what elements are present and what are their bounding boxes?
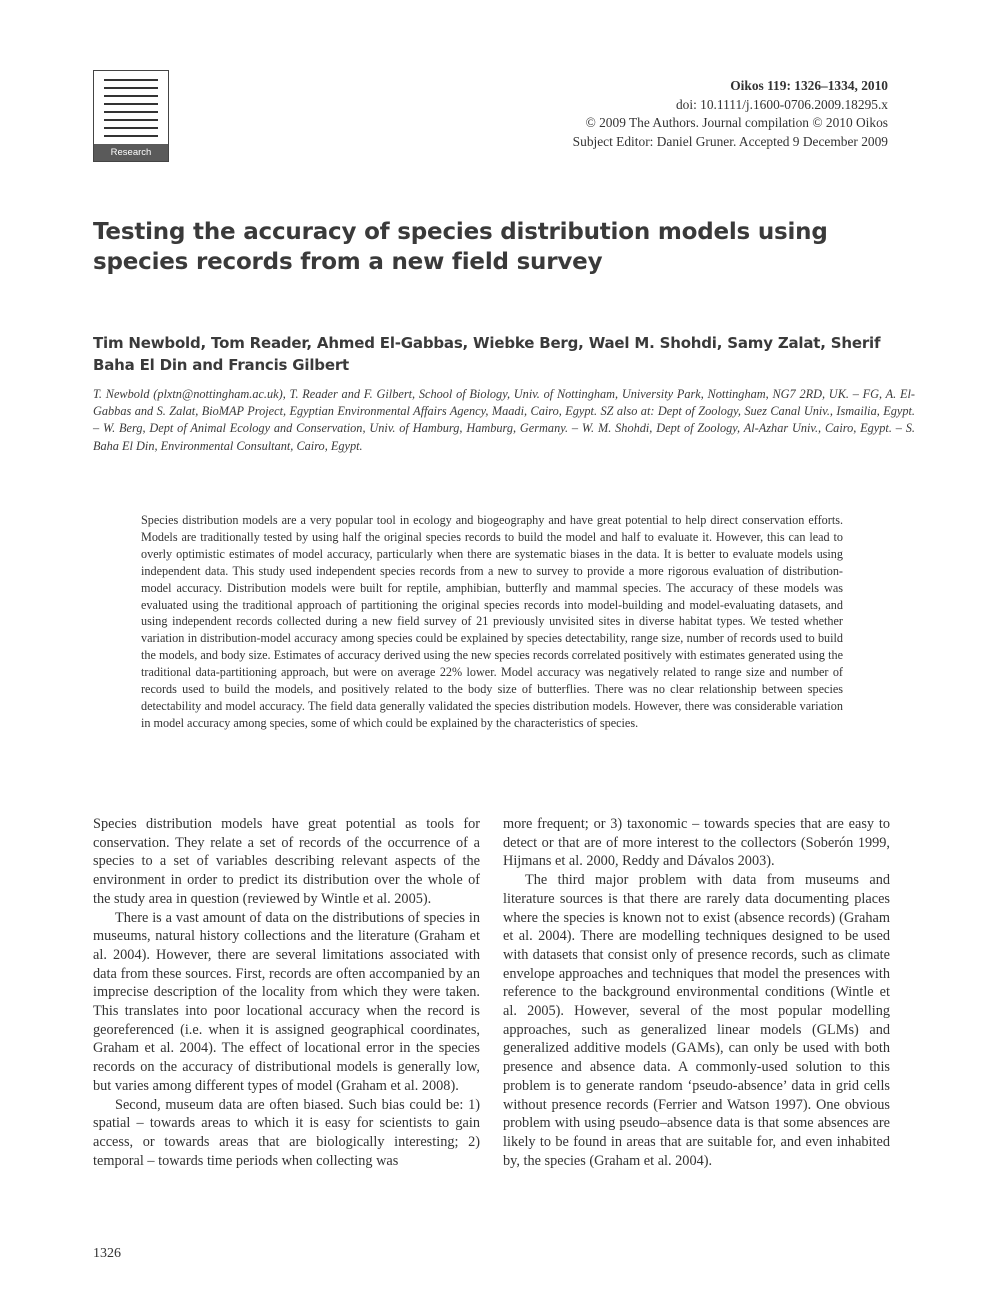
body-paragraph: There is a vast amount of data on the distributions of species in museums, natural history collections and the literature (Graham et al. 2004). However, there are several limitations associated with data from these sources. First, records are often accompanied by an imprecise description of the locality from which they were taken. This translates into poor locational accuracy when the record is georeferenced (i.e. when it is assigned geographical coordinates, Graham et al. 2004). The effect of locational error in the species records on the accuracy of distributional models is generally low, but varies among different types of model (Graham et al. 2008). bbox=[93, 909, 480, 1094]
author-affiliations: T. Newbold (plxtn@nottingham.ac.uk), T. Reader and F. Gilbert, School of Biology, Univ. of Nottingham, University Park, Nottingham, NG7 2RD, UK. – FG, A. El-Gabbas and S. Zalat, BioMAP Project, Egyptian Environmental Affairs Agency, Maadi, Cairo, Egypt. SZ also at: Dept of Zoology, Suez Canal Univ., Ismailia, Egypt. – W. Berg, Dept of Animal Ecology and Conservation, Univ. of Hamburg, Hamburg, Germany. – W. M. Shohdi, Dept of Zoology, Al-Azhar Univ., Cairo, Egypt. – S. Baha El Din, Environmental Consultant, Cairo, Egypt. bbox=[93, 387, 915, 453]
body-paragraph: more frequent; or 3) taxonomic – towards species that are easy to detect or that are of more interest to the collectors (Soberón 1999, Hijmans et al. 2000, Reddy and Dávalos 2003). bbox=[503, 816, 890, 870]
journal-copyright: © 2009 The Authors. Journal compilation © 2010 Oikos bbox=[585, 115, 888, 130]
page-number: 1326 bbox=[93, 1246, 121, 1261]
research-badge bbox=[93, 70, 169, 162]
subject-editor: Subject Editor: Daniel Gruner. Accepted 9 December 2009 bbox=[572, 133, 888, 149]
body-paragraph: Species distribution models have great potential as tools for conservation. They relate a set of records of the occurrence of a species to a set of variables describing relevant aspects of the environment in order to predict its distribution over the whole of the study area in question (reviewed by Wintle et al. 2005). bbox=[93, 816, 480, 907]
article-title: Testing the accuracy of species distribution models using species records from a new field survey bbox=[93, 219, 828, 275]
journal-reference: Oikos 119: 1326–1334, 2010 bbox=[730, 78, 888, 93]
badge-label: Research bbox=[94, 144, 168, 161]
journal-doi[interactable]: doi: 10.1111/j.1600-0706.2009.18295.x bbox=[675, 96, 888, 112]
body-left-column bbox=[93, 815, 480, 1170]
badge-lines-icon bbox=[104, 79, 158, 143]
body-paragraph: The third major problem with data from museums and literature sources is that there are rarely data documenting places where the species is known not to exist (absence records) (Graham et al. 2004). There are modelling techniques designed to be used with datasets that consist only of presence records, such as climate envelope approaches and techniques that model the presences with reference to the background environmental conditions (Wintle et al. 2005). However, several of the most popular modelling approaches, such as generalized linear models (GLMs) and generalized additive models (GAMs), can only be used with both presence and absence data. A commonly-used solution to this problem is to generate random ‘pseudo-absence’ data in grid cells without presence records (Ferrier and Watson 1997). One obvious problem with using pseudo–absence data is that some absences are likely to be found in areas that are suitable for, and even inhabited by, the species (Graham et al. 2004). bbox=[503, 872, 890, 1169]
journal-info bbox=[573, 77, 888, 151]
article-abstract: Species distribution models are a very popular tool in ecology and biogeography and have great potential to help direct conservation efforts. Models are traditionally tested by using half the original species records to build the model and half to evaluate it. However, this can lead to overly optimistic estimates of model accuracy, particularly when there are systematic biases in the data. It is better to evaluate models using independent data. This study used independent species records from a new to survey to provide a more rigorous evaluation of distribution-model accuracy. Distribution models were built for reptile, amphibian, butterfly and mammal species. The accuracy of these models was evaluated using the traditional approach of partitioning the original species records into model-building and model-evaluating datasets, and using independent records collected during a new field survey of 21 previously unvisited sites in diverse habitat types. We tested whether variation in distribution-model accuracy among species could be explained by species detectability, range size, number of records used to build the models, and body size. Estimates of accuracy derived using the new species records correlated positively with estimates generated using the traditional data-partitioning approach, but were on average 22% lower. Model accuracy was negatively related to range size and number of records used to build the models, and positively related to the body size of butterflies. There was no clear relationship between species detectability and model accuracy. The field data generally validated the species distribution models. However, there was considerable variation in model accuracy among species, some of which could be explained by the characteristics of species. bbox=[141, 513, 843, 730]
body-paragraph: Second, museum data are often biased. Such bias could be: 1) spatial – towards areas to which it is easy for scientists to gain access, or towards areas that are biologically interesting; 2) temporal – towards time periods when collecting was bbox=[93, 1096, 480, 1169]
body-right-column bbox=[503, 815, 890, 1170]
article-authors: Tim Newbold, Tom Reader, Ahmed El-Gabbas, Wiebke Berg, Wael M. Shohdi, Samy Zalat, Sherif Baha El Din and Francis Gilbert bbox=[93, 334, 881, 374]
